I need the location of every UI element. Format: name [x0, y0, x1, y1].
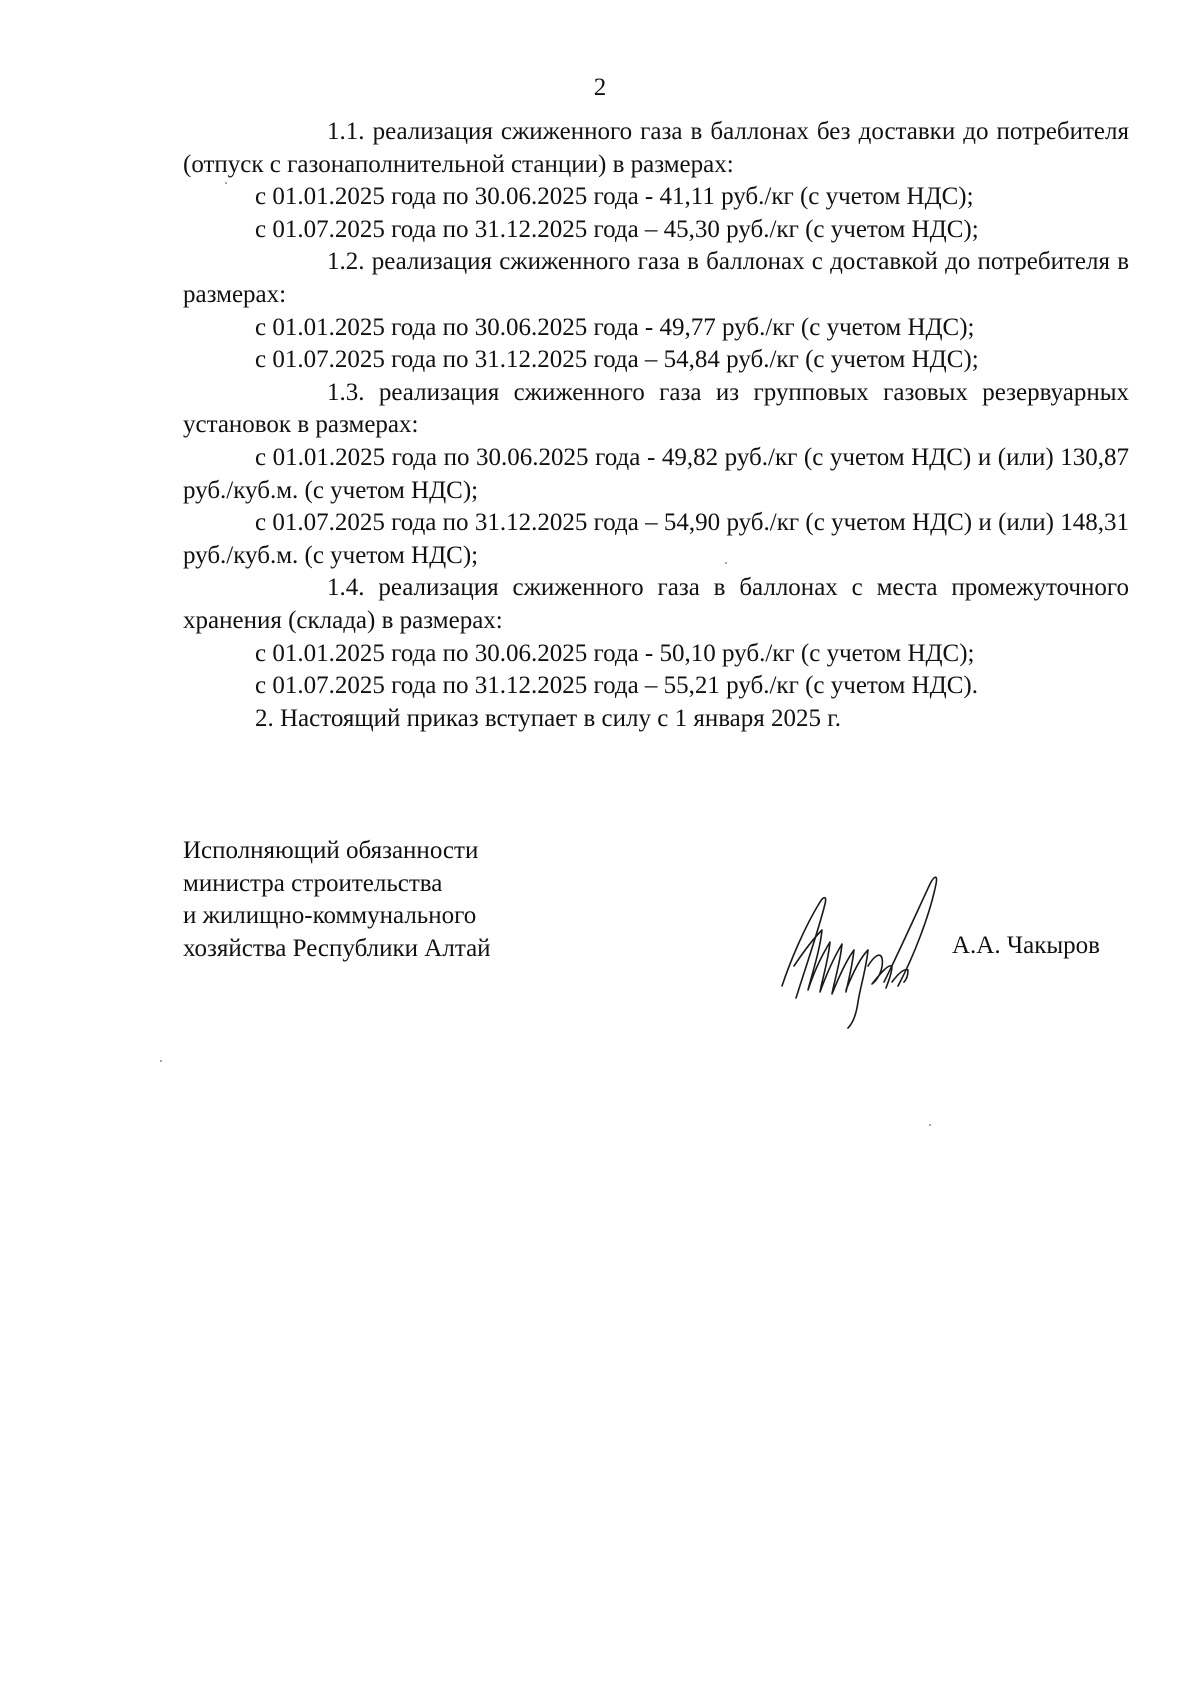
signatory-title-line: хозяйства Республики Алтай — [183, 934, 491, 962]
item-intro-text: реализация сжиженного газа в баллонах с места промежуточного хранения (склада) в размерах: — [183, 574, 1129, 634]
item-intro-text: реализация сжиженного газа в баллонах без доставки до потребителя (отпуск с газонаполнительной станции) в размерах: — [183, 118, 1129, 178]
scan-speck — [225, 182, 227, 184]
item-1-3-period-1: с 01.01.2025 года по 30.06.2025 года - 49,82 руб./кг (с учетом НДС) и (или) 130,87 руб./куб.м. (с учетом НДС); — [183, 443, 1129, 504]
clause-2: 2. Настоящий приказ вступает в силу с 1 января 2025 г. — [255, 704, 841, 732]
signatory-title — [183, 835, 491, 965]
item-1-4-intro — [183, 572, 1129, 637]
signer-name: А.А. Чакыров — [952, 932, 1100, 959]
scan-speck — [160, 1060, 162, 1062]
item-1-1-period-2: с 01.07.2025 года по 31.12.2025 года – 45,30 руб./кг (с учетом НДС); — [255, 215, 979, 243]
signatory-title-line: и жилищно-коммунального — [183, 902, 477, 930]
item-1-3-period-2: с 01.07.2025 года по 31.12.2025 года – 54,90 руб./кг (с учетом НДС) и (или) 148,31 руб./куб.м. (с учетом НДС); — [183, 509, 1129, 569]
item-label: 1.3. — [327, 378, 365, 406]
item-label: 1.4. — [327, 574, 365, 602]
handwritten-signature — [780, 870, 950, 1030]
page-number: 2 — [593, 74, 607, 101]
item-1-2-intro — [183, 246, 1129, 311]
scan-speck — [929, 1124, 931, 1126]
order-body — [183, 116, 1129, 735]
item-label: 1.2. — [327, 248, 365, 276]
item-1-1-intro — [183, 116, 1129, 181]
item-intro-text: реализация сжиженного газа из групповых газовых резервуарных установок в размерах: — [183, 378, 1129, 439]
scan-speck — [725, 562, 727, 564]
item-1-2-period-2: с 01.07.2025 года по 31.12.2025 года – 54,84 руб./кг (с учетом НДС); — [255, 346, 979, 374]
item-1-3-intro — [183, 377, 1129, 442]
item-1-4-period-2: с 01.07.2025 года по 31.12.2025 года – 55,21 руб./кг (с учетом НДС). — [255, 672, 978, 700]
item-1-2-period-1: с 01.01.2025 года по 30.06.2025 года - 49,77 руб./кг (с учетом НДС); — [255, 313, 975, 341]
signatory-title-line: Исполняющий обязанности — [183, 837, 479, 864]
signatory-title-line: министра строительства — [183, 869, 443, 897]
item-intro-text: реализация сжиженного газа в баллонах с доставкой до потребителя в размерах: — [183, 248, 1129, 308]
item-1-1-period-1: с 01.01.2025 года по 30.06.2025 года - 41,11 руб./кг (с учетом НДС); — [255, 183, 974, 211]
item-label: 1.1. — [327, 118, 365, 145]
item-1-4-period-1: с 01.01.2025 года по 30.06.2025 года - 50,10 руб./кг (с учетом НДС); — [255, 639, 975, 667]
